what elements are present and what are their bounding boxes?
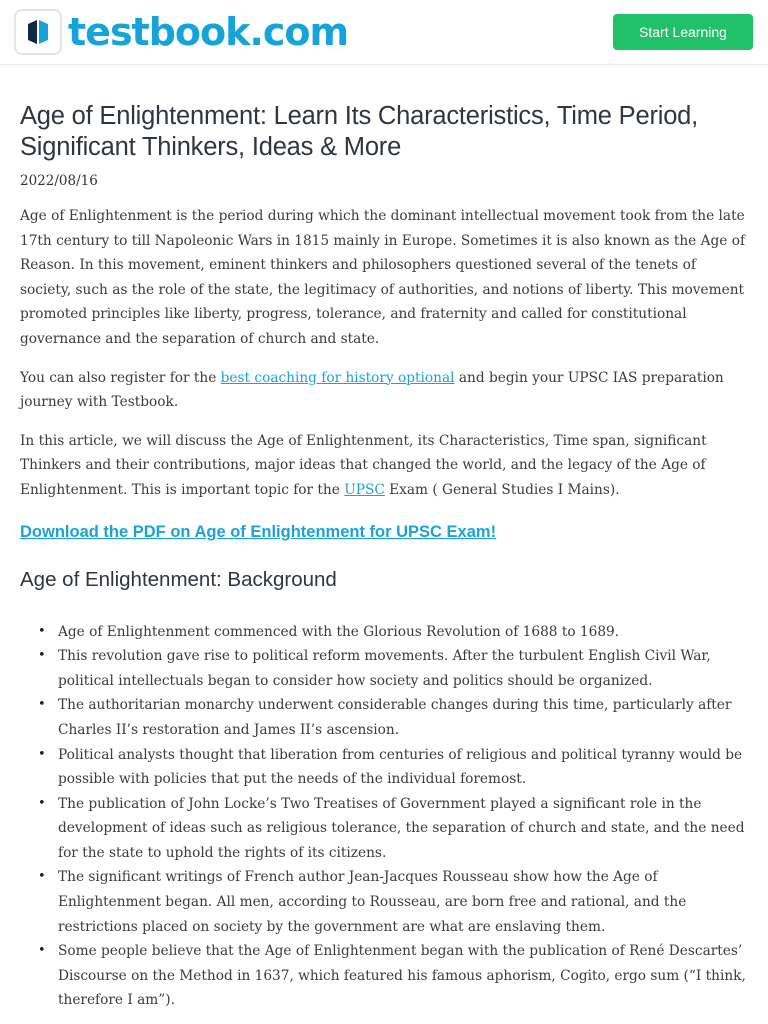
history-optional-coaching-link[interactable]: best coaching for history optional bbox=[220, 369, 455, 386]
bullet-icon: • bbox=[38, 869, 46, 885]
testbook-logo[interactable] bbox=[14, 9, 348, 55]
start-learning-button[interactable]: Start Learning bbox=[613, 14, 753, 50]
list-item: • This revolution gave rise to political reform movements. After the turbulent English Civil War, political intellectuals began to consider how society and politics should be organized. bbox=[20, 644, 748, 693]
discuss-text-after: Exam ( General Studies I Mains). bbox=[384, 481, 620, 498]
list-item: • Political analysts thought that liberation from centuries of religious and political tyranny would be possible with policies that put the needs of the individual foremost. bbox=[20, 743, 748, 792]
bullet-icon: • bbox=[38, 623, 46, 639]
intro-paragraph: Age of Enlightenment is the period during which the dominant intellectual movement took from the late 17th century to till Napoleonic Wars in 1815 mainly in Europe. Sometimes it is also known as the Age of Reason. In this movement, eminent thinkers and philosophers questioned several of the tenets of society, such as the role of the state, the legitimacy of authorities, and notions of liberty. This movement promoted principles like liberty, progress, tolerance, and fraternity and called for constitutional governance and the separation of church and state. bbox=[20, 208, 746, 347]
list-item: • Age of Enlightenment commenced with the Glorious Revolution of 1688 to 1689. bbox=[20, 620, 748, 645]
bullet-icon: • bbox=[38, 648, 46, 664]
background-list bbox=[20, 620, 748, 1014]
publish-date: 2022/08/16 bbox=[20, 173, 98, 189]
discuss-text-before: In this article, we will discuss the Age of Enlightenment, its Characteristics, Time span, significant Thinkers and their contributions, major ideas that changed the world, and the legacy of the Age of Enlightenment. This is important topic for the bbox=[20, 432, 707, 498]
bullet-icon: • bbox=[38, 943, 46, 959]
register-text-before: You can also register for the bbox=[20, 369, 221, 386]
upsc-link[interactable]: UPSC bbox=[344, 481, 385, 498]
download-pdf-link[interactable]: Download the PDF on Age of Enlightenment for UPSC Exam! bbox=[20, 522, 497, 541]
bullet-icon: • bbox=[38, 795, 46, 811]
article-title: Age of Enlightenment: Learn Its Characteristics, Time Period, Significant Thinkers, Ideas & More bbox=[20, 102, 699, 161]
logo-text: testbook.com bbox=[68, 10, 349, 54]
register-paragraph bbox=[20, 366, 748, 415]
list-item: • The authoritarian monarchy underwent considerable changes during this time, particularly after Charles II’s restoration and James II’s ascension. bbox=[20, 693, 748, 742]
site-header bbox=[0, 0, 768, 65]
list-item: • The significant writings of French author Jean-Jacques Rousseau show how the Age of Enlightenment began. All men, according to Rousseau, are born free and rational, and the restrictions placed on society by the government are what are enslaving them. bbox=[20, 865, 748, 939]
section-heading-background: Age of Enlightenment: Background bbox=[20, 567, 337, 591]
bullet-icon: • bbox=[38, 746, 46, 762]
discuss-paragraph bbox=[20, 429, 748, 503]
register-text-after: and begin your UPSC IAS preparation journey with Testbook. bbox=[20, 369, 724, 411]
testbook-logo-icon bbox=[14, 9, 62, 55]
list-item: • Some people believe that the Age of Enlightenment began with the publication of René Descartes’ Discourse on the Method in 1637, which featured his famous aphorism, Cogito, ergo sum (“I think, therefore I am”). bbox=[20, 939, 748, 1013]
list-item: • The publication of John Locke’s Two Treatises of Government played a significant role in the development of ideas such as religious tolerance, the separation of church and state, and the need for the state to uphold the rights of its citizens. bbox=[20, 792, 748, 866]
bullet-icon: • bbox=[38, 697, 46, 713]
article bbox=[0, 101, 768, 1013]
